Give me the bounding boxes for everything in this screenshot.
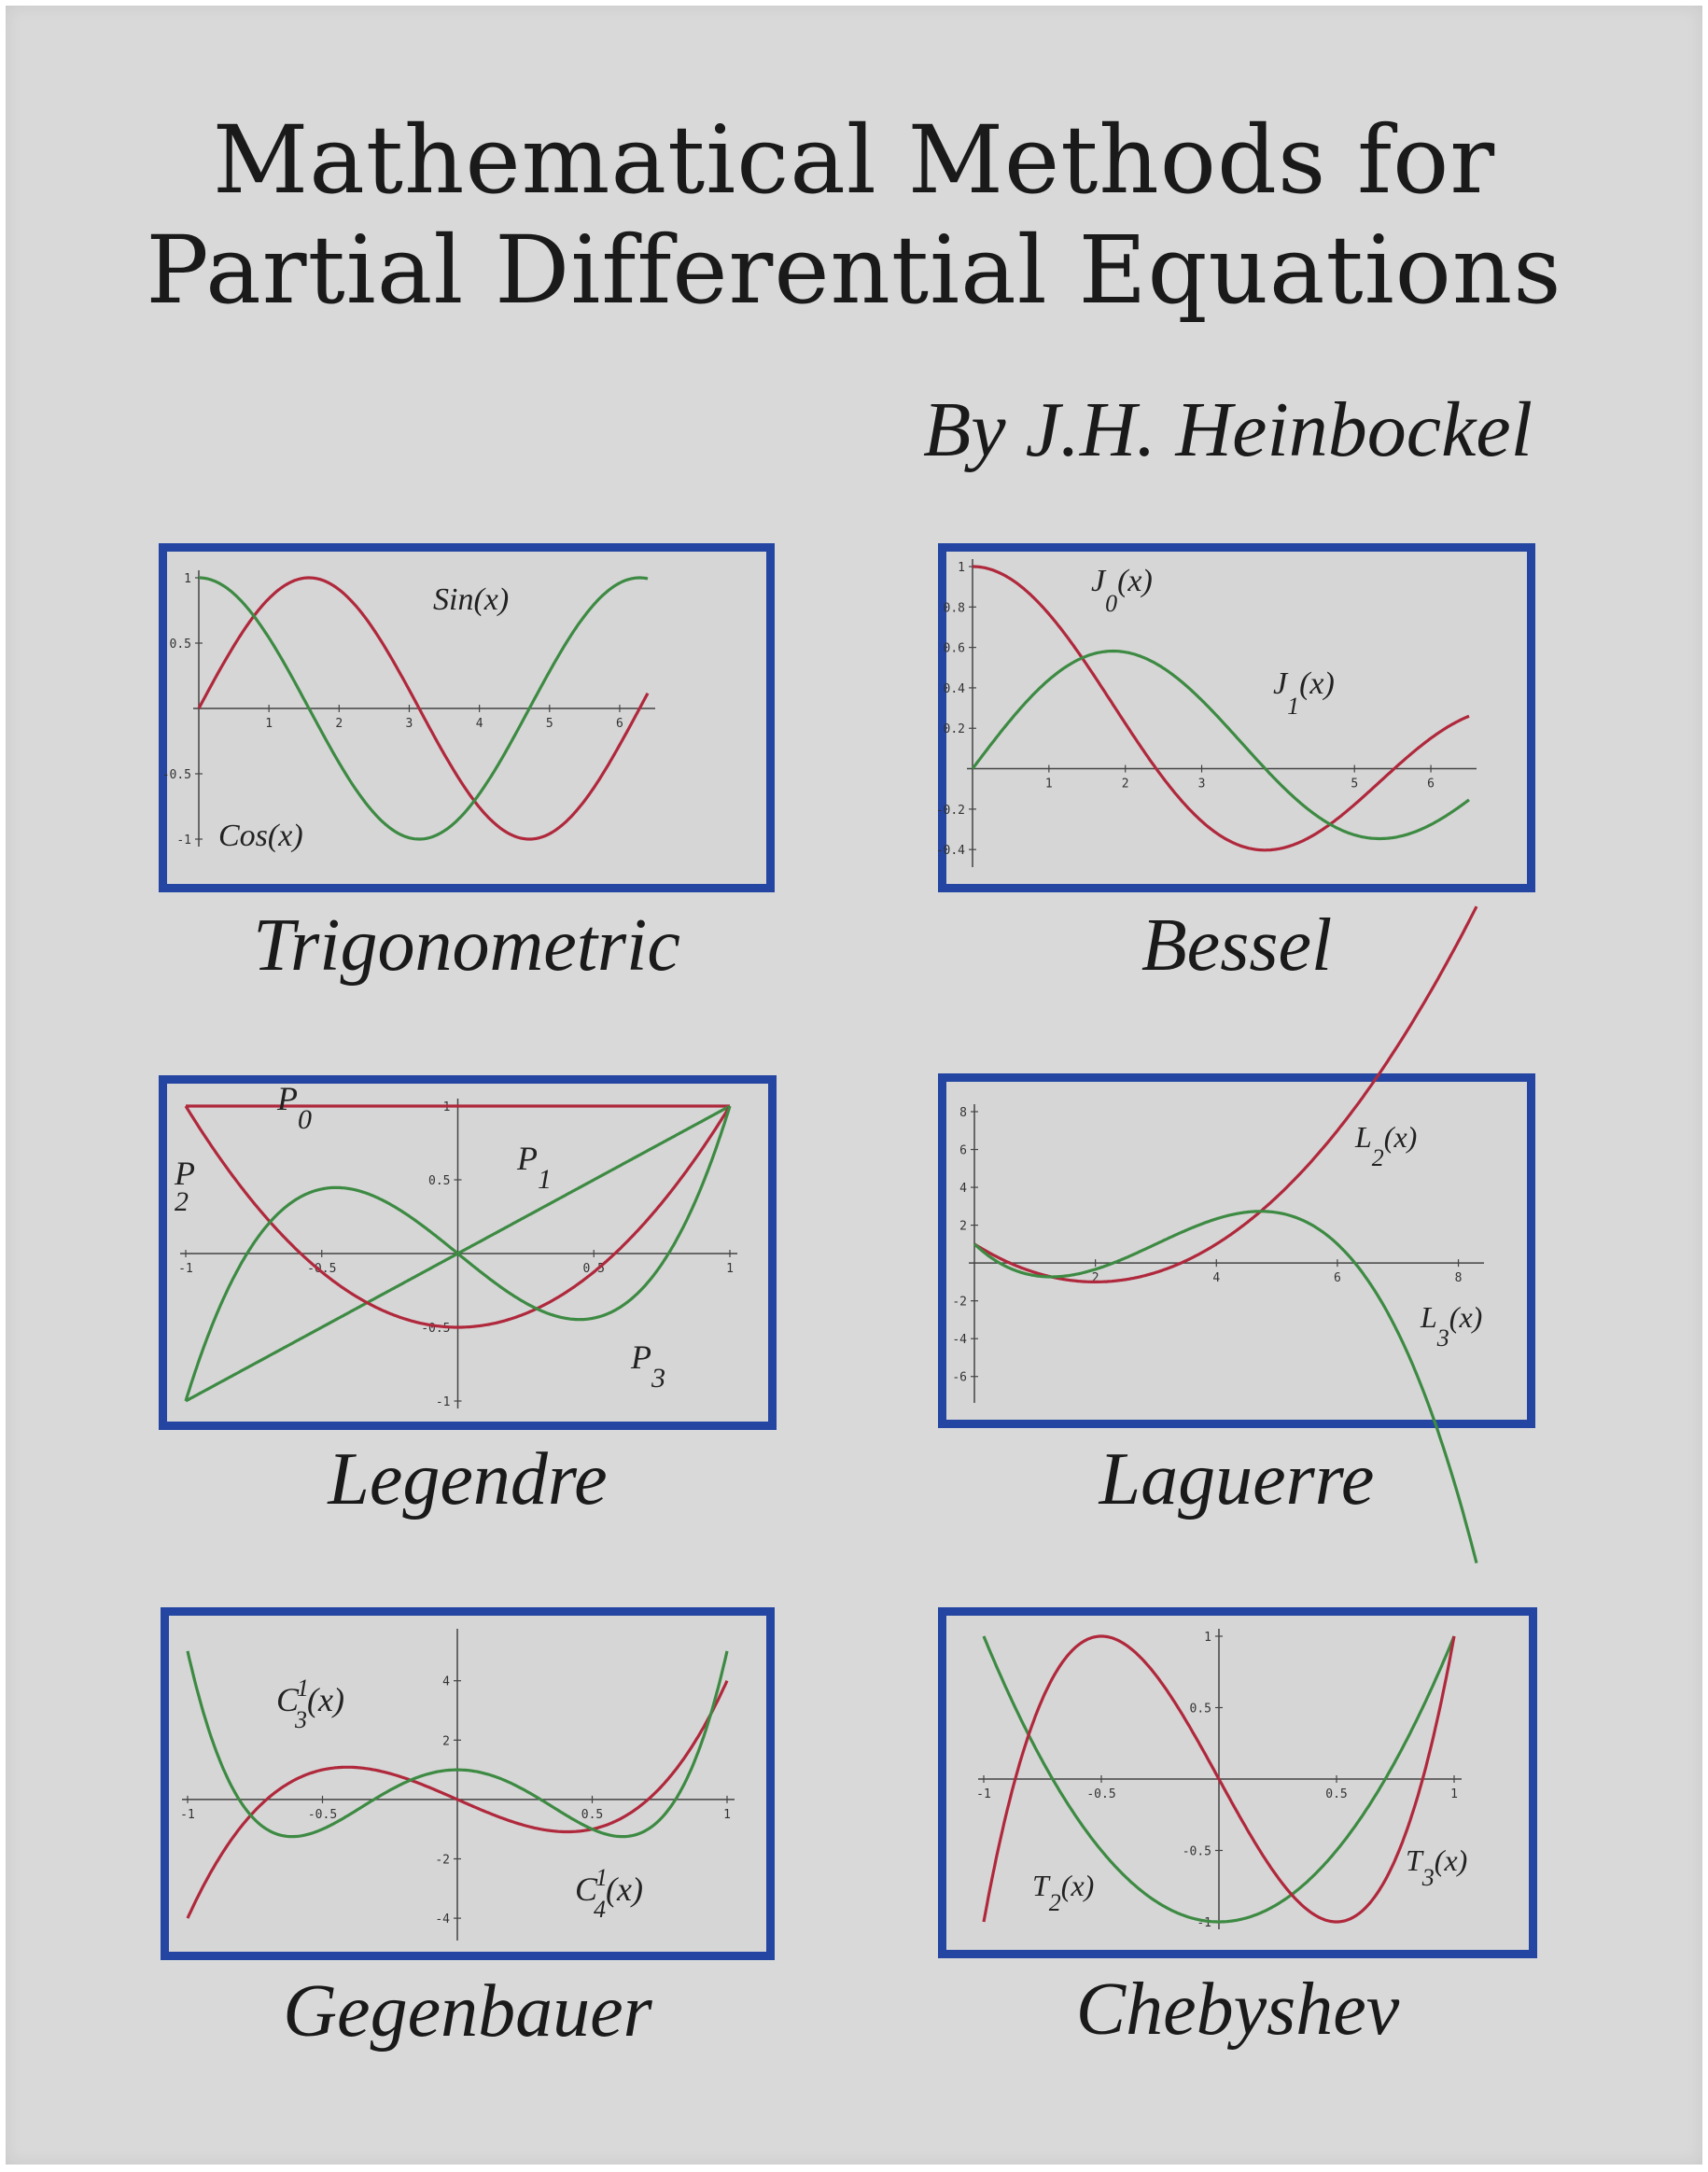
x-tick-label: 5	[545, 717, 553, 731]
label-c13: C1 3(x)	[276, 1675, 344, 1733]
bessel-chart	[935, 552, 1527, 884]
y-tick-label: -4	[435, 1913, 450, 1927]
gegenbauer-chart	[169, 1616, 766, 1952]
gegenbauer-chart-panel	[161, 1607, 775, 1960]
x-tick-label: -0.5	[307, 1807, 338, 1822]
y-tick-label: 8	[959, 1106, 967, 1120]
x-tick-label: -1	[178, 1262, 193, 1276]
x-tick-label: 1	[723, 1807, 731, 1822]
label-p1: $P_1$	[517, 1140, 552, 1195]
y-tick-label: 0.5	[1189, 1702, 1211, 1717]
label-sin: Sin(x)	[433, 582, 510, 617]
label-l3: $L_3(x)$	[1421, 1300, 1483, 1352]
author: By J.H. Heinbockel	[922, 386, 1533, 473]
x-tick-label: 1	[726, 1262, 734, 1276]
y-tick-label: -0.2	[935, 803, 965, 818]
x-tick-label: 2	[335, 717, 343, 731]
legendre-chart-panel	[159, 1075, 777, 1430]
y-tick-label: -0.5	[421, 1322, 451, 1336]
x-tick-label: -0.5	[1086, 1787, 1116, 1801]
y-tick-label: -0.5	[1182, 1844, 1211, 1859]
caption-trigonometric: Trigonometric	[253, 904, 680, 987]
title-line-1: Mathematical Methods for	[212, 105, 1496, 215]
y-tick-label: -1	[435, 1395, 451, 1409]
y-tick-label: 0.8	[943, 601, 965, 616]
y-tick-label: 1	[442, 1100, 451, 1114]
series-J0-line	[973, 567, 1469, 850]
y-tick-label: 2	[959, 1219, 967, 1234]
y-tick-label: -2	[952, 1295, 967, 1310]
x-tick-label: 4	[475, 717, 483, 731]
x-tick-label: -1	[180, 1807, 195, 1822]
label-j0: $J_0(x)$	[1091, 564, 1153, 617]
laguerre-chart-panel	[938, 1073, 1535, 1428]
x-tick-label: 2	[1091, 1271, 1099, 1286]
y-tick-label: 0.5	[169, 638, 191, 652]
label-c14: C1 4(x)	[575, 1864, 643, 1923]
x-tick-label: 0.5	[581, 1807, 604, 1822]
label-p2: P 2	[175, 1155, 195, 1217]
y-tick-label: 0.6	[943, 641, 965, 656]
x-tick-label: 0.5	[582, 1262, 605, 1276]
trigonometric-chart-panel	[159, 543, 775, 892]
x-tick-label: 5	[1351, 777, 1359, 792]
y-tick-label: 6	[959, 1143, 967, 1158]
laguerre-chart	[946, 1082, 1527, 1420]
y-tick-label: 1	[184, 572, 191, 586]
caption-chebyshev: Chebyshev	[1075, 1969, 1400, 2051]
y-tick-label: 2	[442, 1734, 450, 1749]
y-tick-label: -1	[176, 834, 191, 848]
y-tick-label: -2	[435, 1853, 450, 1868]
series-J1-line	[973, 652, 1469, 839]
chebyshev-chart	[946, 1616, 1529, 1950]
label-l2: $L_2(x)$	[1355, 1120, 1418, 1171]
label-p3: $P_3$	[631, 1338, 665, 1394]
bessel-chart-panel	[935, 543, 1535, 892]
x-tick-label: 3	[1197, 777, 1206, 792]
x-tick-label: -0.5	[307, 1262, 337, 1276]
y-tick-label: -4	[952, 1333, 967, 1348]
y-tick-label: 4	[959, 1182, 967, 1197]
y-tick-label: -0.4	[935, 844, 965, 859]
x-tick-label: -1	[976, 1787, 991, 1801]
y-tick-label: 0.4	[943, 681, 965, 696]
label-t2: $T_2(x)$	[1032, 1869, 1095, 1916]
caption-legendre: Legendre	[328, 1438, 608, 1520]
trigonometric-chart	[161, 552, 766, 884]
caption-bessel: Bessel	[1141, 904, 1333, 987]
caption-gegenbauer: Gegenbauer	[283, 1970, 652, 2053]
label-j1: $J_1(x)$	[1273, 666, 1335, 720]
x-tick-label: 1	[265, 717, 273, 731]
x-tick-label: 8	[1454, 1271, 1463, 1286]
x-tick-label: 3	[405, 717, 413, 731]
y-tick-label: -6	[952, 1370, 967, 1385]
x-tick-label: 6	[1334, 1271, 1341, 1286]
x-tick-label: 2	[1121, 777, 1129, 792]
x-tick-label: 1	[1450, 1787, 1458, 1801]
x-tick-label: 0.5	[1325, 1787, 1348, 1801]
label-p0: $P_0$	[277, 1080, 312, 1135]
legendre-chart	[167, 1080, 768, 1422]
y-tick-label: -1	[1197, 1916, 1211, 1930]
title-line-2: Partial Differential Equations	[146, 216, 1562, 325]
y-tick-label: 1	[1204, 1631, 1211, 1645]
y-tick-label: 0.5	[428, 1174, 451, 1188]
label-cos: Cos(x)	[218, 819, 303, 853]
y-tick-label: 4	[442, 1675, 450, 1689]
x-tick-label: 4	[1212, 1271, 1221, 1286]
x-tick-label: 6	[1427, 777, 1435, 792]
y-tick-label: 0.2	[943, 722, 965, 737]
chebyshev-chart-panel	[938, 1607, 1537, 1958]
y-tick-label: 1	[958, 561, 965, 575]
x-tick-label: 1	[1044, 777, 1053, 792]
y-tick-label: -0.5	[161, 768, 191, 782]
caption-laguerre: Laguerre	[1099, 1438, 1375, 1520]
label-t3: $T_3(x)$	[1406, 1843, 1468, 1891]
x-tick-label: 6	[616, 717, 623, 731]
